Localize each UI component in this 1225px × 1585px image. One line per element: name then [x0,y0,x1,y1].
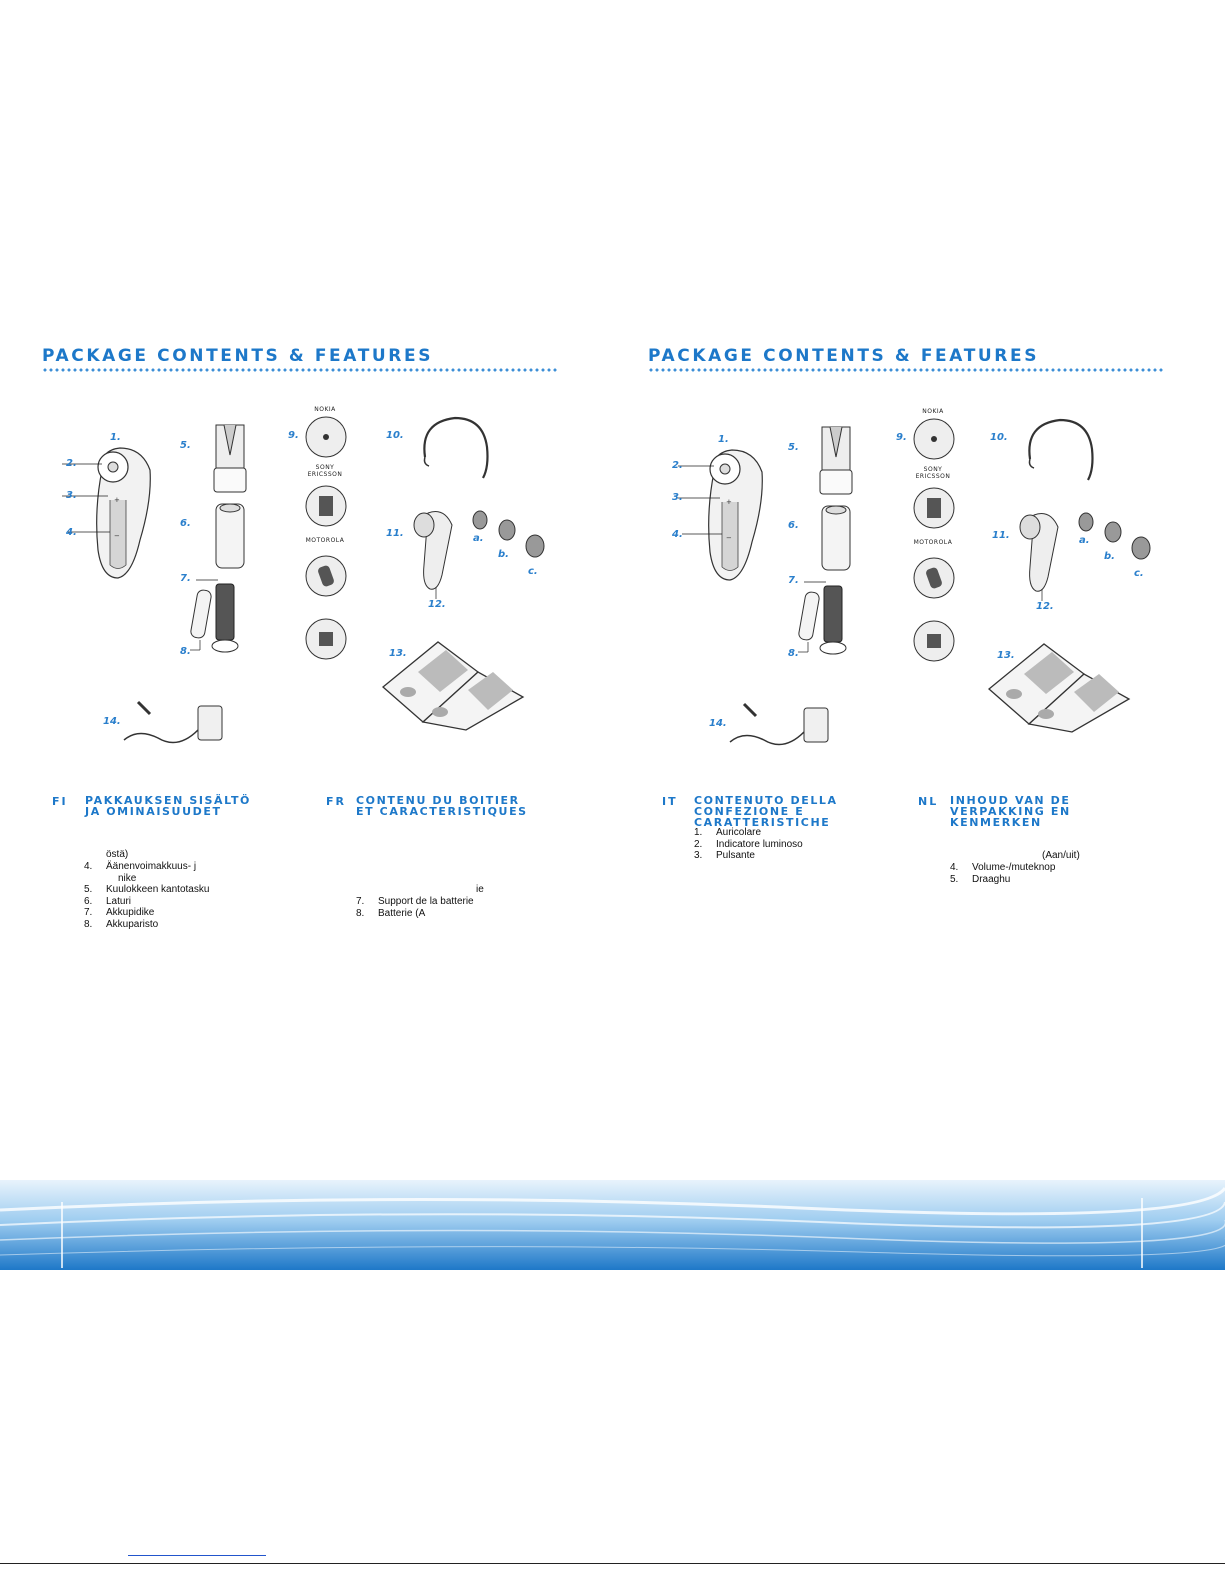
label-14: 14. [709,718,727,729]
label-6: 6. [788,520,799,531]
label-7: 7. [180,573,191,584]
battery-holder-illustration [188,578,248,658]
right-page: PACKAGE CONTENTS & FEATURES + − 1. 2. 3. 4. 5. 6. 7. 8. 9. NOKIA SONY ERICSSON MOTOROLA 10. 11. 12. a. b. c. 13. 14. IT CONTENUTO DELLA CONFEZIONE E CARATTERISTICHE 1. Auricolare 2. Indicatore luminoso 3. Pulsante NL INHOUD VAN DE VERPAKKING EN KENMERKEN (Aan/uit) 4. Volume-/muteknop 5. Draaghu [612,0,1224,1585]
ear-hook-illustration [415,412,495,482]
carry-pouch-illustration [210,420,250,495]
charger-illustration [816,502,856,574]
label-8: 8. [788,648,799,659]
label-4: 4. [672,529,683,540]
bottom-rule [0,1563,1225,1564]
label-5: 5. [788,442,799,453]
battery-holder-illustration [796,580,856,660]
label-3: 3. [66,490,77,501]
label-9: 9. [288,430,299,441]
svg-text:−: − [726,534,732,542]
section-title-it: CONTENUTO DELLA CONFEZIONE E CARATTERISTICHE [694,794,838,829]
label-4: 4. [66,527,77,538]
label-9: 9. [896,432,907,443]
label-b: b. [1104,551,1115,562]
carrying-case-illustration [984,634,1134,734]
page-title: PACKAGE CONTENTS & FEATURES [648,346,1040,366]
label-2: 2. [66,458,77,469]
phone-adaptors-illustration [303,414,349,664]
headset-side-illustration [410,505,460,600]
label-1: 1. [110,432,121,443]
label-6: 6. [180,518,191,529]
label-5: 5. [180,440,191,451]
wall-charger-illustration [118,700,233,750]
label-13: 13. [389,648,407,659]
ear-tips-illustration [1076,510,1166,570]
ear-hook-illustration [1020,414,1100,484]
label-7: 7. [788,575,799,586]
label-1: 1. [718,434,729,445]
wall-charger-illustration [724,702,839,752]
label-c: c. [1134,568,1144,579]
headset-illustration [80,440,170,590]
label-11: 11. [992,530,1010,541]
text-fragment: (Aan/uit) [1042,850,1080,861]
section-code-nl: NL [918,795,939,808]
section-code-fi: FI [52,795,68,808]
section-code-it: IT [662,795,678,808]
label-12: 12. [1036,601,1054,612]
headset-side-illustration [1016,507,1066,602]
brand-nokia: NOKIA [922,408,944,415]
label-12: 12. [428,599,446,610]
brand-motorola: MOTOROLA [305,537,345,544]
label-2: 2. [672,460,683,471]
label-3: 3. [672,492,683,503]
svg-text:+: + [114,496,120,504]
label-b: b. [498,549,509,560]
charger-illustration [210,500,250,572]
text-fragment: östä) [106,849,129,860]
brand-nokia: NOKIA [314,406,336,413]
ear-tips-illustration [470,508,560,568]
brand-sony-ericsson: SONY ERICSSON [307,464,343,478]
label-14: 14. [103,716,121,727]
section-title-fr: CONTENU DU BOITIER ET CARACTERISTIQUES [356,794,528,818]
carry-pouch-illustration [816,422,856,497]
dotted-rule [42,368,558,372]
label-10: 10. [990,432,1008,443]
phone-adaptors-illustration [911,416,957,666]
section-title-fi: PAKKAUKSEN SISÄLTÖ JA OMINAISUUDET [85,794,252,818]
brand-motorola: MOTOROLA [913,539,953,546]
label-a: a. [473,533,484,544]
page-title: PACKAGE CONTENTS & FEATURES [42,346,434,366]
brand-sony-ericsson: SONY ERICSSON [915,466,951,480]
underline-link [128,1555,266,1556]
label-a: a. [1079,535,1090,546]
carrying-case-illustration [378,632,528,732]
label-c: c. [528,566,538,577]
label-13: 13. [997,650,1015,661]
svg-text:+: + [726,498,732,506]
label-11: 11. [386,528,404,539]
label-8: 8. [180,646,191,657]
dotted-rule [648,368,1164,372]
left-page: PACKAGE CONTENTS & FEATURES + − 1. 2. 3. 4. 5. 6. 7. 8. 9. NOKIA SONY ERICSSON MOTOROLA 10. 11. 12. a. b. c. 13. 14. FI PAKKAUKSEN SISÄLTÖ JA OMINAISUUDET östä) 4. Äänenvoimakkuus- j nike 5. Kuulokkeen kantotasku 6. Laturi 7. Akkupidike 8. Akkuparisto FR CONTENU DU BOITIER ET CARACTERISTIQUES ie 7. Support de la batterie 8. Batterie (A [0,0,612,1585]
section-title-nl: INHOUD VAN DE VERPAKKING EN KENMERKEN [950,794,1071,829]
footer-wave-band [0,1180,1225,1270]
label-10: 10. [386,430,404,441]
svg-text:−: − [114,532,120,540]
headset-illustration [692,442,782,592]
text-fragment: ie [476,884,484,895]
section-code-fr: FR [326,795,346,808]
